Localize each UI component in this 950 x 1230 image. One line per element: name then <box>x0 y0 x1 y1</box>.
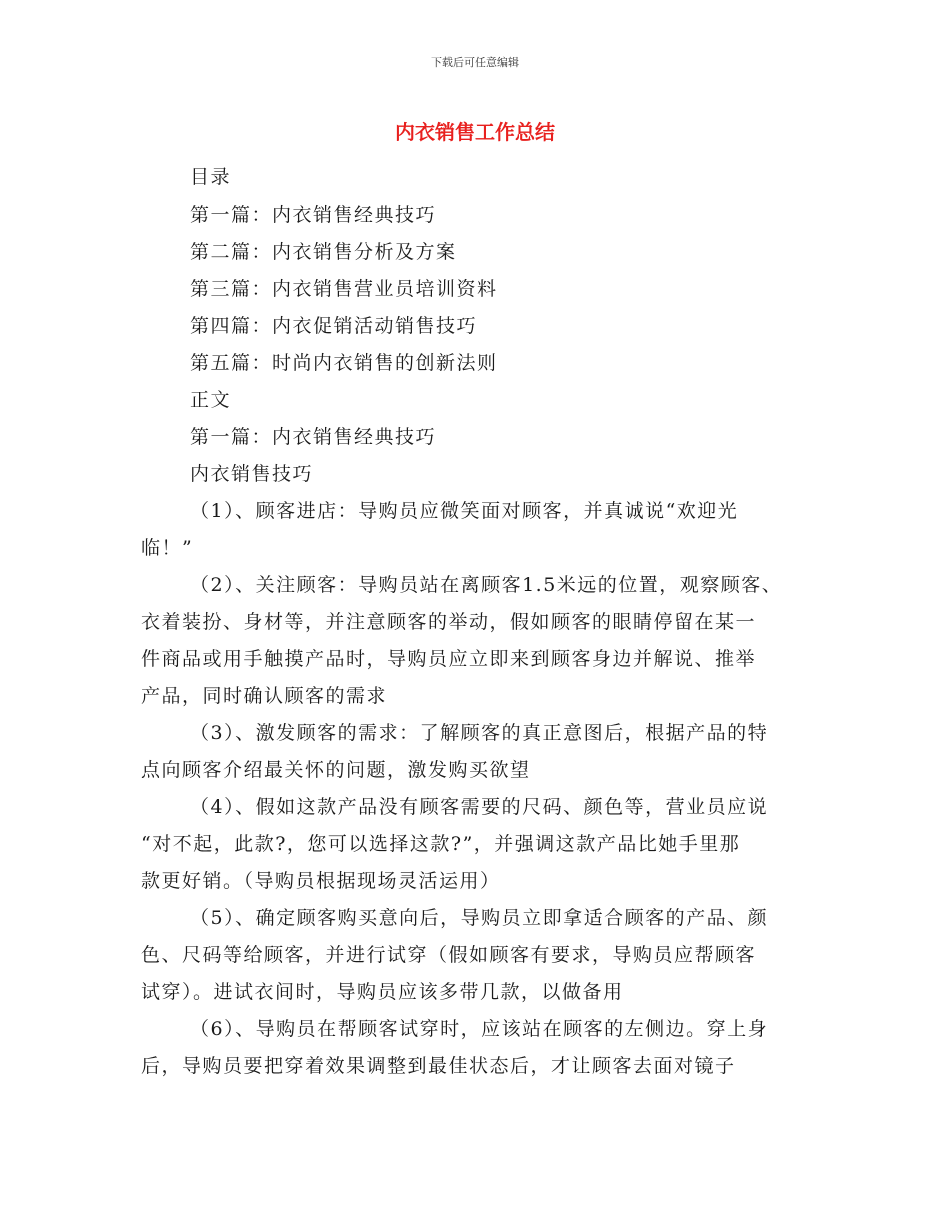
paragraph-line: （3）、激发顾客的需求：了解顾客的真正意图后，根据产品的特 <box>190 722 769 744</box>
toc-item: 第五篇：时尚内衣销售的创新法则 <box>190 352 498 374</box>
paragraph-line: （2）、关注顾客：导购员站在离顾客1.5米远的位置，观察顾客、 <box>190 574 783 596</box>
toc-item: 第四篇：内衣促销活动销售技巧 <box>190 315 478 337</box>
paragraph-line: （4）、假如这款产品没有顾客需要的尺码、颜色等，营业员应说 <box>190 796 769 818</box>
document-title: 内衣销售工作总结 <box>395 120 555 144</box>
toc-heading: 目录 <box>190 166 232 188</box>
paragraph-line: 点向顾客介绍最关怀的问题，激发购买欲望 <box>141 759 531 781</box>
toc-item: 第一篇：内衣销售经典技巧 <box>190 204 437 226</box>
body-heading: 正文 <box>190 389 232 411</box>
paragraph-line: （6）、导购员在帮顾客试穿时，应该站在顾客的左侧边。穿上身 <box>190 1018 769 1040</box>
section-heading: 内衣销售技巧 <box>190 463 314 485</box>
page-header: 下载后可任意编辑 <box>431 56 519 69</box>
chapter-heading: 第一篇：内衣销售经典技巧 <box>190 426 437 448</box>
paragraph-line: “对不起，此款?，您可以选择这款?”，并强调这款产品比她手里那 <box>141 833 741 855</box>
paragraph-line: 试穿）。进试衣间时，导购员应该多带几款，以做备用 <box>141 981 624 1003</box>
paragraph-line: 产品，同时确认顾客的需求 <box>141 685 388 707</box>
toc-item: 第二篇：内衣销售分析及方案 <box>190 241 457 263</box>
paragraph-line: （1）、顾客进店：导购员应微笑面对顾客，并真诚说“欢迎光 <box>190 500 739 522</box>
paragraph-line: 后，导购员要把穿着效果调整到最佳状态后，才让顾客去面对镜子 <box>141 1055 736 1077</box>
paragraph-line: 色、尺码等给顾客，并进行试穿（假如顾客有要求，导购员应帮顾客 <box>141 944 757 966</box>
paragraph-line: 临！” <box>141 537 194 559</box>
paragraph-line: 件商品或用手触摸产品时，导购员应立即来到顾客身边并解说、推举 <box>141 648 757 670</box>
toc-item: 第三篇：内衣销售营业员培训资料 <box>190 278 498 300</box>
paragraph-line: （5）、确定顾客购买意向后，导购员立即拿适合顾客的产品、颜 <box>190 907 769 929</box>
paragraph-line: 款更好销。（导购员根据现场灵活运用） <box>141 870 501 892</box>
paragraph-line: 衣着装扮、身材等，并注意顾客的举动，假如顾客的眼睛停留在某一 <box>141 611 757 633</box>
